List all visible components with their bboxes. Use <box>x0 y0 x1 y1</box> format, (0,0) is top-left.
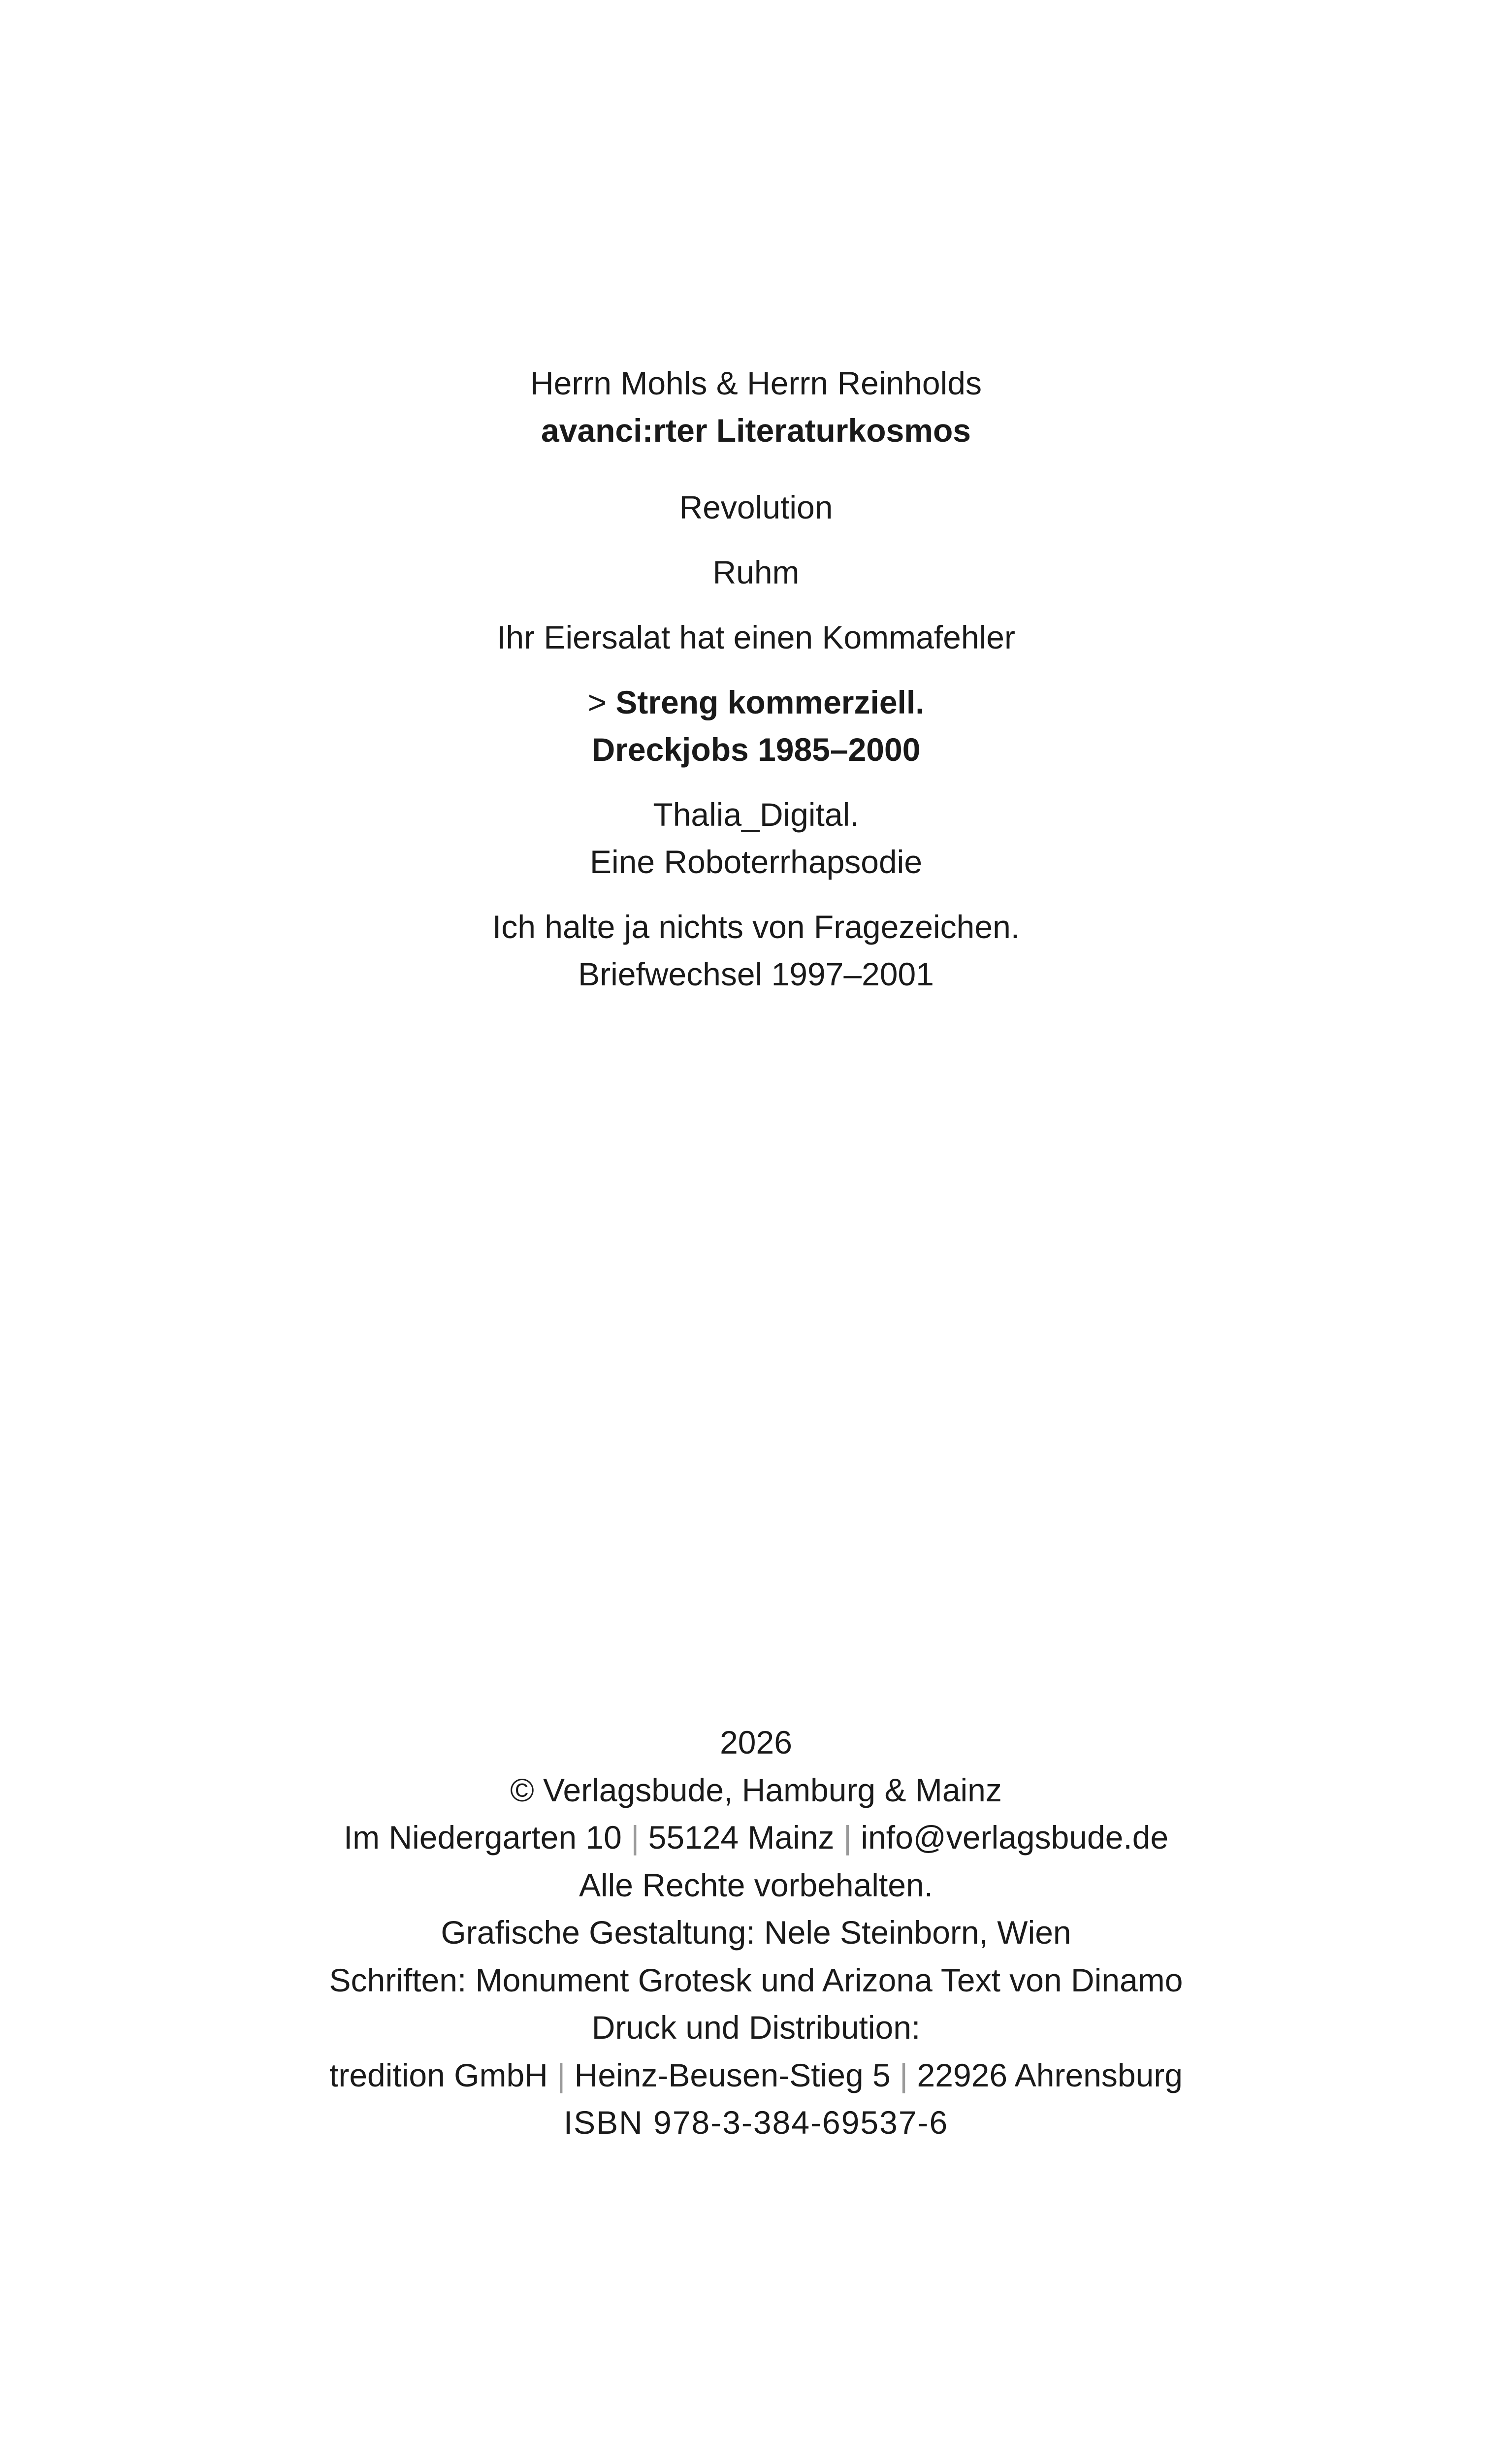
imprint-year: 2026 <box>720 1724 792 1760</box>
imprint-design: Grafische Gestaltung: Nele Steinborn, Wien <box>441 1914 1071 1951</box>
address-street: Im Niedergarten 10 <box>343 1819 622 1856</box>
series-publisher-line: Herrn Mohls & Herrn Reinholds <box>530 365 982 401</box>
imprint-address <box>0 1814 1512 1861</box>
series-title-fragezeichen-line1: Ich halte ja nichts von Fragezeichen. <box>492 909 1020 945</box>
series-title-thalia-line1: Thalia_Digital. <box>653 796 859 833</box>
printer-street: Heinz-Beusen-Stieg 5 <box>574 2056 891 2093</box>
imprint-printer <box>0 2052 1512 2099</box>
current-title-line2: Dreckjobs 1985–2000 <box>591 731 921 768</box>
series-title-ruhm: Ruhm <box>712 554 800 590</box>
series-title-revolution: Revolution <box>679 489 833 525</box>
series-name: avanci:rter Literaturkosmos <box>541 412 971 449</box>
printer-city: 22926 Ahrensburg <box>917 2056 1183 2093</box>
series-list <box>0 359 1512 998</box>
address-separator: | <box>631 1819 640 1856</box>
address-separator: | <box>843 1819 852 1856</box>
imprint-isbn: ISBN 978-3-384-69537-6 <box>563 2104 949 2141</box>
imprint-copyright: © Verlagsbude, Hamburg & Mainz <box>510 1771 1002 1808</box>
series-title-current <box>0 679 1512 726</box>
printer-name: tredition GmbH <box>329 2056 548 2093</box>
current-title-line1: Streng kommerziell. <box>615 684 925 720</box>
address-email: info@verlagsbude.de <box>861 1819 1169 1856</box>
imprint <box>0 1719 1512 2147</box>
address-city: 55124 Mainz <box>648 1819 835 1856</box>
imprint-rights: Alle Rechte vorbehalten. <box>579 1866 933 1903</box>
series-title-thalia-line2: Eine Roboterrhapsodie <box>589 844 923 880</box>
series-title-fragezeichen-line2: Briefwechsel 1997–2001 <box>578 956 934 992</box>
current-title-marker: > <box>587 684 607 720</box>
printer-separator: | <box>557 2056 566 2093</box>
series-title-eiersalat: Ihr Eiersalat hat einen Kommafehler <box>497 619 1015 655</box>
printer-separator: | <box>900 2056 908 2093</box>
imprint-fonts: Schriften: Monument Grotesk und Arizona Text von Dinamo <box>329 1961 1183 1998</box>
imprint-print-label: Druck und Distribution: <box>591 2009 921 2046</box>
